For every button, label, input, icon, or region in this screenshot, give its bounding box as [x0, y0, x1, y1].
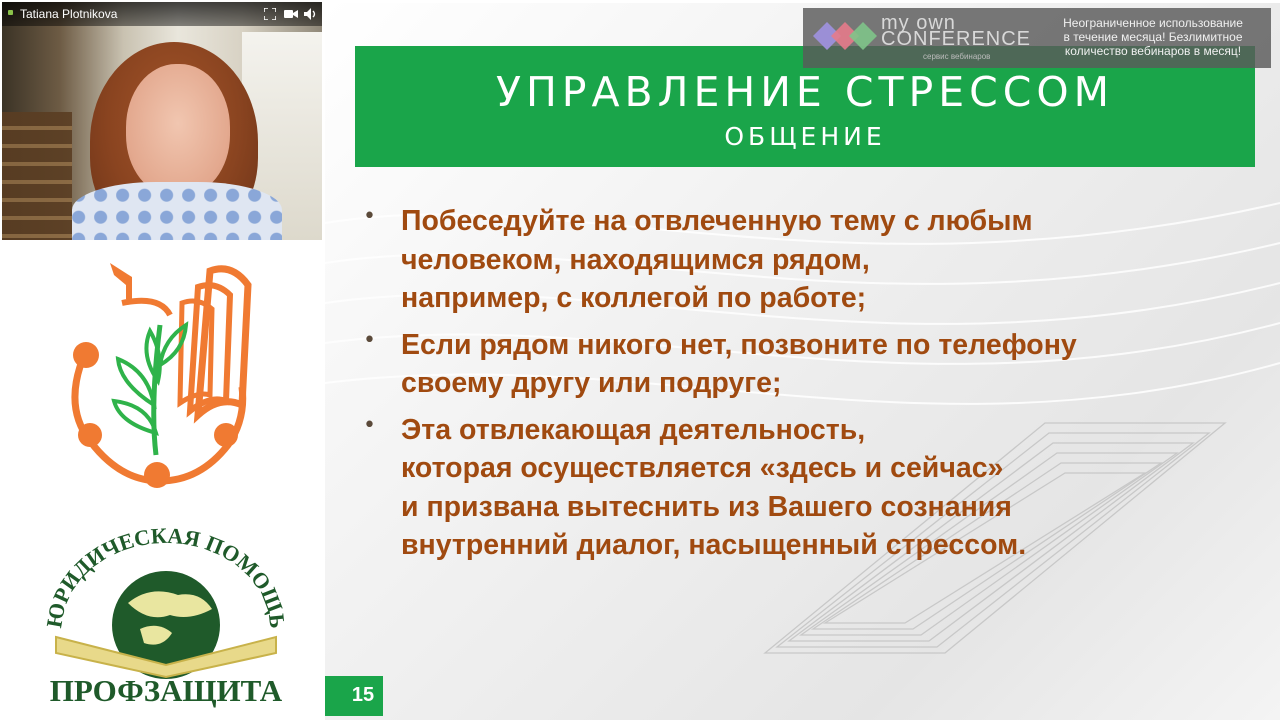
speaker-video[interactable] [2, 2, 322, 240]
slide-page-badge [325, 676, 383, 716]
speaker-body [72, 182, 282, 240]
figure-dot-left [73, 342, 99, 368]
promo-line: количество вебинаров в месяц! [1064, 44, 1242, 58]
bullet-item [363, 411, 1223, 565]
bullet-line: и призвана вытеснить из Вашего сознания [401, 490, 1012, 523]
brand-name-line1: my own [881, 12, 956, 34]
speaker-status-icon [8, 10, 13, 15]
sprout-icon [114, 325, 186, 455]
promo-line: в течение месяца! Безлимитное [1063, 30, 1243, 44]
slide-title: УПРАВЛЕНИЕ СТРЕССОМ [495, 68, 1115, 116]
presentation-slide [325, 3, 1280, 720]
service-brand-banner[interactable] [803, 8, 1271, 68]
legal-arc-text: ЮРИДИЧЕСКАЯ ПОМОЩЬ [41, 525, 290, 630]
promo-line: Неограниченное использование [1063, 16, 1243, 30]
bullet-line: например, с коллегой по работе; [401, 282, 867, 314]
speaker-icon[interactable] [304, 8, 318, 20]
brand-tagline: сервис вебинаров [923, 52, 991, 61]
bullet-line: Если рядом никого нет, позвоните по телефону [401, 328, 1077, 361]
bullet-line: которая осуществляется «здесь и сейчас» [401, 452, 1004, 484]
brand-name-line2: CONFERENCE [881, 28, 1032, 50]
union-logo [60, 255, 260, 495]
bullet-list [363, 202, 1223, 573]
video-title-bar [2, 2, 322, 26]
speaker-name: Tatiana Plotnikova [20, 7, 118, 21]
bullet-marker: • [363, 412, 376, 438]
bullet-marker: • [363, 204, 376, 229]
profzaschita-logo [40, 525, 290, 710]
slide-page-number: 15 [351, 684, 375, 706]
book-icon [110, 263, 248, 415]
brand-logo-icon [813, 18, 879, 54]
figure-dot-lower-left [78, 423, 102, 447]
bullet-line: человеком, находящимся рядом, [401, 243, 870, 276]
figure-dot-bottom [144, 462, 170, 488]
video-background-shelf [2, 112, 72, 240]
legal-name: ПРОФЗАЩИТА [49, 673, 283, 708]
bullet-line: Эта отвлекающая деятельность, [401, 413, 866, 446]
bullet-item [363, 202, 1223, 318]
bullet-line: Побеседуйте на отвлеченную тему с любым [401, 205, 1033, 237]
slide-subtitle: ОБЩЕНИЕ [724, 122, 886, 151]
bullet-item [363, 326, 1223, 403]
promo-text [1043, 16, 1263, 58]
bullet-marker: • [363, 327, 376, 353]
fullscreen-icon[interactable] [264, 8, 276, 20]
camera-icon[interactable] [284, 8, 298, 20]
left-panel [0, 0, 324, 720]
bullet-line: внутренний диалог, насыщенный стрессом. [401, 529, 1027, 561]
bullet-line: своему другу или подруге; [401, 367, 782, 399]
figure-dot-right [214, 423, 238, 447]
speaker-face [126, 64, 230, 196]
